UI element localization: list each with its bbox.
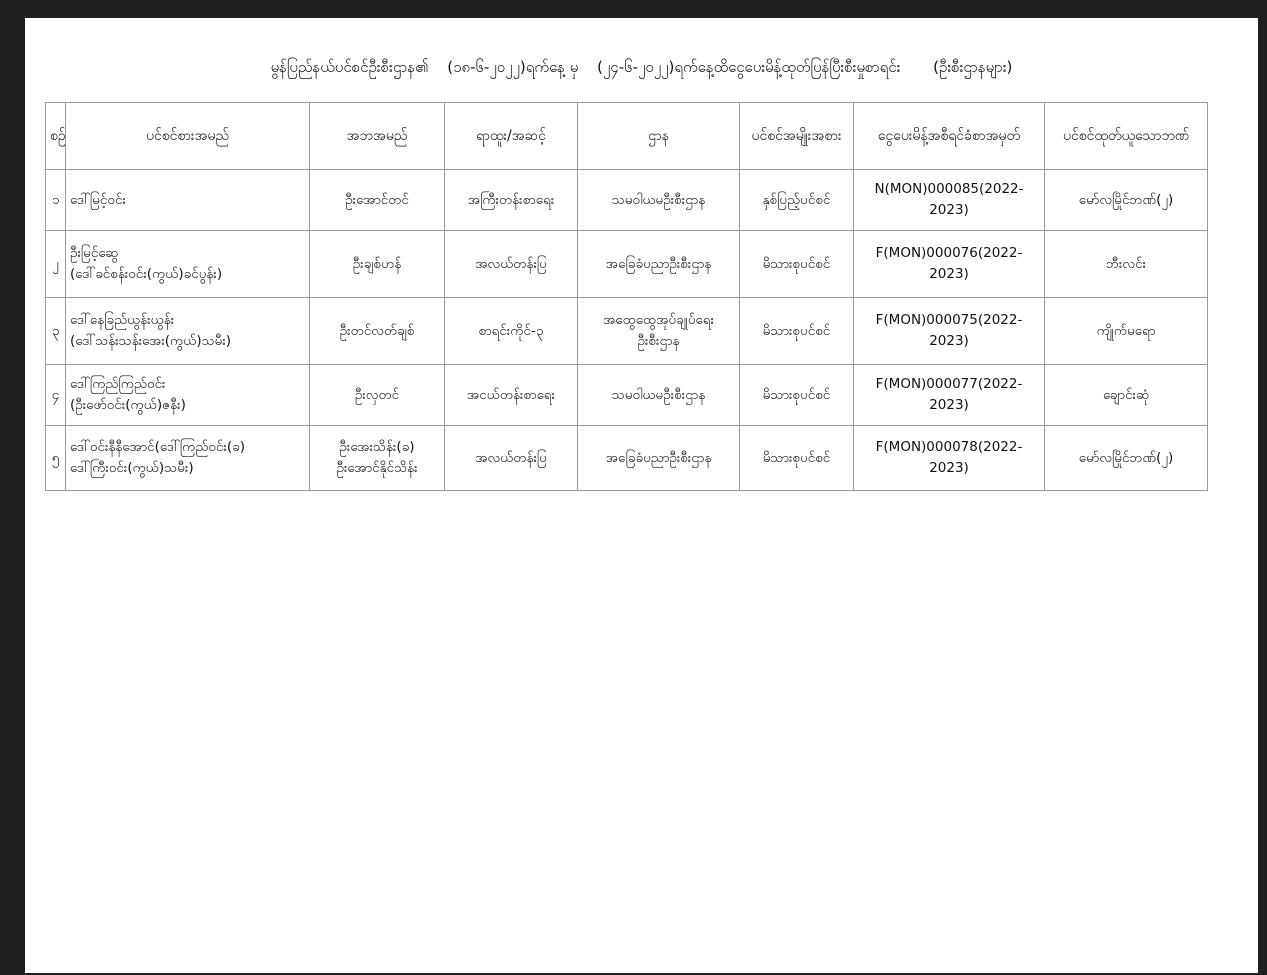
table-row bbox=[46, 298, 1208, 365]
row-order-number: F(MON)000076(2022-2023) bbox=[854, 231, 1045, 298]
row-name bbox=[66, 426, 310, 491]
row-order-number: F(MON)000077(2022-2023) bbox=[854, 365, 1045, 426]
father-line: ဦးလှတင် bbox=[354, 386, 400, 403]
row-no: ၅ bbox=[46, 426, 66, 491]
row-type: မိသားစုပင်စင် bbox=[740, 298, 854, 365]
name-line: (ဒေါ်ခင်စန်းဝင်း(ကွယ်)ခင်ပွန်း) bbox=[70, 266, 223, 282]
row-father bbox=[310, 426, 445, 491]
document-title bbox=[25, 58, 1258, 80]
title-category: (ဦးစီးဌာနများ) bbox=[933, 58, 1013, 76]
dept-line: အခြေခံပညာဦးစီးဌာန bbox=[605, 449, 712, 466]
row-order-number: F(MON)000075(2022-2023) bbox=[854, 298, 1045, 365]
title-end-date: (၂၄-၆-၂၀၂၂)ရက်နေ့ထိငွေပေးမိန့်ထုတ်ပြန်ပြီးစီးမှုစာရင်း bbox=[597, 58, 901, 76]
table-row bbox=[46, 170, 1208, 231]
title-start-date: (၁၈-၆-၂၀၂၂)ရက်နေ့ မှ bbox=[447, 58, 579, 76]
header-bank: ပင်စင်ထုတ်ယူသောဘဏ် bbox=[1045, 103, 1208, 170]
name-line: ဒေါ်ဝင်းနီနီအောင်(ဒေါ်ကြည်ဝင်း(ခ) bbox=[70, 439, 245, 455]
father-line: ဦးအေးသိန်း(ခ) bbox=[339, 439, 415, 455]
row-father bbox=[310, 298, 445, 365]
row-dept bbox=[578, 231, 740, 298]
table-row bbox=[46, 231, 1208, 298]
row-father bbox=[310, 365, 445, 426]
row-dept bbox=[578, 298, 740, 365]
row-dept bbox=[578, 426, 740, 491]
table-header-row bbox=[46, 103, 1208, 170]
row-no: ၃ bbox=[46, 298, 66, 365]
row-order-number: F(MON)000078(2022-2023) bbox=[854, 426, 1045, 491]
name-line: (ဦးဖော်ဝင်း(ကွယ်)ဇနီး) bbox=[70, 397, 186, 413]
row-father bbox=[310, 170, 445, 231]
header-rank: ရာထူး/အဆင့် bbox=[445, 103, 578, 170]
dept-line: သမဝါယမဦးစီးဌာန bbox=[611, 191, 706, 208]
row-bank: ချောင်းဆုံ bbox=[1045, 365, 1208, 426]
row-name bbox=[66, 170, 310, 231]
row-bank: မော်လမြိုင်ဘဏ်(၂) bbox=[1045, 426, 1208, 491]
header-pension-type: ပင်စင်အမျိုးအစား bbox=[740, 103, 854, 170]
row-bank: မော်လမြိုင်ဘဏ်(၂) bbox=[1045, 170, 1208, 231]
row-bank: ကျိုက်မရော bbox=[1045, 298, 1208, 365]
name-line: ဒေါ်ကြည်ကြည်ဝင်း bbox=[70, 376, 166, 392]
header-department: ဌာန bbox=[578, 103, 740, 170]
table-row bbox=[46, 365, 1208, 426]
row-no: ၁ bbox=[46, 170, 66, 231]
dept-line: သမဝါယမဦးစီးဌာန bbox=[611, 386, 706, 403]
father-line: ဦးအောင်တင် bbox=[345, 191, 409, 208]
name-line: ဒေါ်ကြီးဝင်း(ကွယ်)သမီး) bbox=[70, 460, 194, 476]
header-order-number: ငွေပေးမိန့်အစီရင်ခံစာအမှတ် bbox=[854, 103, 1045, 170]
name-line: ဦးမြင့်ဆွေ bbox=[70, 245, 119, 261]
pension-table bbox=[45, 102, 1208, 491]
row-dept bbox=[578, 365, 740, 426]
header-father-name: အဘအမည် bbox=[310, 103, 445, 170]
row-no: ၂ bbox=[46, 231, 66, 298]
row-name bbox=[66, 298, 310, 365]
dept-line: အထွေထွေအုပ်ချုပ်ရေး bbox=[602, 312, 715, 328]
name-line: (ဒေါ်သန်းသန်းအေး(ကွယ်)သမီး) bbox=[70, 333, 232, 349]
title-office: မွန်ပြည်နယ်ပင်စင်ဦးစီးဌာန၏ bbox=[270, 58, 429, 76]
row-type: နှစ်ပြည့်ပင်စင် bbox=[740, 170, 854, 231]
header-no: စဉ် bbox=[46, 103, 66, 170]
father-line: ဦးအောင်နိုင်သိန်း bbox=[336, 460, 418, 476]
row-name bbox=[66, 365, 310, 426]
dept-line: အခြေခံပညာဦးစီးဌာန bbox=[605, 255, 712, 272]
row-dept bbox=[578, 170, 740, 231]
table-row bbox=[46, 426, 1208, 491]
row-type: မိသားစုပင်စင် bbox=[740, 365, 854, 426]
row-order-number: N(MON)000085(2022-2023) bbox=[854, 170, 1045, 231]
name-line: ဒေါ်နေခြည်ယွန်းယွန်း bbox=[70, 312, 175, 328]
row-rank: စာရင်းကိုင်-၃ bbox=[445, 298, 578, 365]
name-line: ဒေါ်မြင့်ဝင်း bbox=[70, 191, 126, 208]
row-rank: အငယ်တန်းစာရေး bbox=[445, 365, 578, 426]
row-rank: အလယ်တန်းပြ bbox=[445, 426, 578, 491]
father-line: ဦးချစ်ဟန် bbox=[352, 255, 402, 272]
row-rank: အလယ်တန်းပြ bbox=[445, 231, 578, 298]
row-type: မိသားစုပင်စင် bbox=[740, 426, 854, 491]
row-father bbox=[310, 231, 445, 298]
row-name bbox=[66, 231, 310, 298]
father-line: ဦးတင်လတ်ချစ် bbox=[339, 322, 415, 339]
row-no: ၄ bbox=[46, 365, 66, 426]
row-bank: ဘီးလင်း bbox=[1045, 231, 1208, 298]
header-pensioner-name: ပင်စင်စားအမည် bbox=[66, 103, 310, 170]
dept-line: ဦးစီးဌာန bbox=[637, 333, 680, 349]
row-type: မိသားစုပင်စင် bbox=[740, 231, 854, 298]
row-rank: အကြီးတန်းစာရေး bbox=[445, 170, 578, 231]
document-page bbox=[25, 18, 1258, 973]
